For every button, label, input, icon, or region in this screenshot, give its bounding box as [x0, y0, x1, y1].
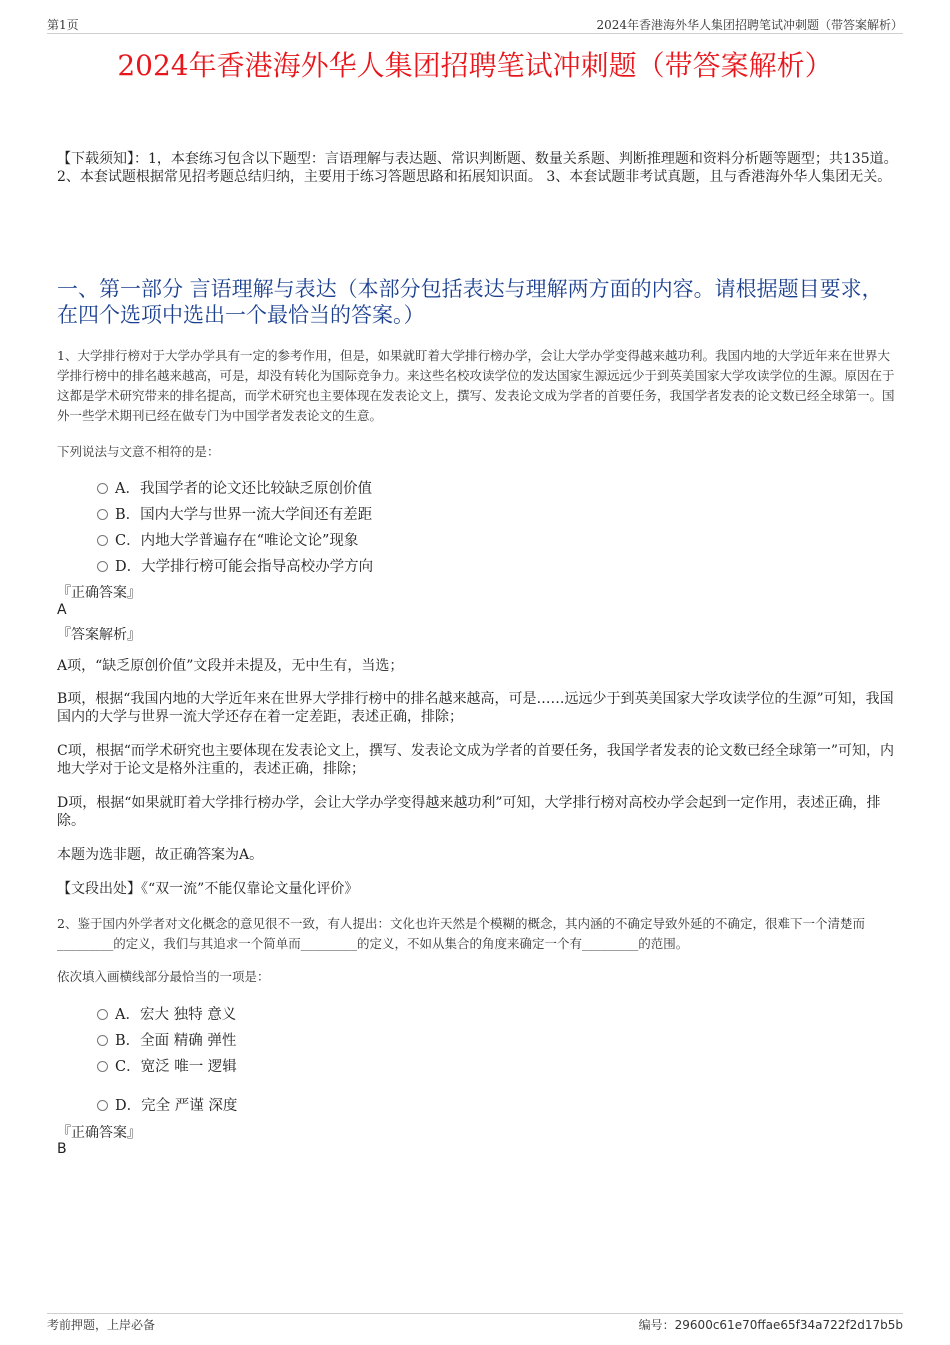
option-label: B．国内大学与世界一流大学间还有差距	[115, 507, 373, 523]
question-1-conclusion: 本题为选非题，故正确答案为A。	[57, 847, 264, 863]
question-2-answer-label: 『正确答案』	[57, 1125, 141, 1141]
question-1-source: 【文段出处】《“双一流”不能仅靠论文量化评价》	[57, 881, 359, 897]
question-1-answer-label: 『正确答案』	[57, 585, 141, 601]
radio-icon[interactable]	[97, 1035, 108, 1046]
question-1-analysis-c: C项，根据“而学术研究也主要体现在发表论文上，撰写、发表论文成为学者的首要任务，我国学者发表的论文数已经全球第一”可知，内地大学对于论文是格外注重的，表述正确，排除；	[57, 743, 895, 777]
page-number: 第1页	[47, 18, 79, 32]
radio-icon[interactable]	[97, 535, 108, 546]
footer-code-value: 29600c61e70ffae65f34a722f2d17b5b	[674, 1318, 903, 1332]
option-label: A．我国学者的论文还比较缺乏原创价值	[115, 481, 372, 497]
option-label: D．大学排行榜可能会指导高校办学方向	[115, 559, 374, 575]
radio-icon[interactable]	[97, 1009, 108, 1020]
question-1-analysis-d: D项，根据“如果就盯着大学排行榜办学，会让大学办学变得越来越功利”可知，大学排行榜对高校办学会起到一定作用，表述正确，排除。	[57, 795, 881, 829]
question-1-option-d[interactable]	[97, 555, 373, 576]
question-1-text: 1、大学排行榜对于大学办学具有一定的参考作用，但是，如果就盯着大学排行榜办学，会让大学办学变得越来越功利。我国内地的大学近年来在世界大学排行榜中的排名越来越高，可是，却没有转化为国际竞争力。来这些名校攻读学位的发达国家生源远远少于到英美国家大学攻读学位的生源。原因在于这都是学术研究带来的排名提高，而学术研究也主要体现在发表论文上，撰写、发表论文成为学者的首要任务，我国学者发表的论文数已经全球第一。国外一些学术期刊已经在做专门为中国学者发表论文的生意。	[57, 348, 895, 423]
section-heading: 一、第一部分 言语理解与表达（本部分包括表达与理解两方面的内容。请根据题目要求，在四个选项中选出一个最恰当的答案。）	[57, 277, 883, 327]
option-label: C．宽泛 唯一 逻辑	[115, 1059, 237, 1075]
option-label: A．宏大 独特 意义	[115, 1007, 237, 1023]
footer-code	[639, 1316, 903, 1333]
option-label: C．内地大学普遍存在“唯论文论”现象	[115, 533, 359, 549]
question-2-option-c[interactable]	[97, 1055, 237, 1076]
question-2-text: 2、鉴于国内外学者对文化概念的意见很不一致，有人提出：文化也许天然是个模糊的概念，其内涵的不确定导致外延的不确定，很难下一个清楚而_________的定义，我们与其追求一个简单而_________的定义，不如从集合的角度来确定一个有_________的范围。	[57, 916, 865, 951]
page-footer	[47, 1313, 903, 1334]
question-1-analysis-b: B项，根据“我国内地的大学近年来在世界大学排行榜中的排名越来越高，可是……远远少于到英美国家大学攻读学位的生源”可知，我国国内的大学与世界一流大学还存在着一定差距，表述正确，排除；	[57, 691, 894, 725]
header-doc-title: 2024年香港海外华人集团招聘笔试冲刺题（带答案解析）	[596, 18, 903, 32]
question-2-option-d[interactable]	[97, 1094, 237, 1115]
option-label: D．完全 严谨 深度	[115, 1098, 238, 1114]
radio-icon[interactable]	[97, 483, 108, 494]
radio-icon[interactable]	[97, 561, 108, 572]
question-1-option-b[interactable]	[97, 503, 372, 524]
radio-icon[interactable]	[97, 509, 108, 520]
radio-icon[interactable]	[97, 1061, 108, 1072]
question-2-option-a[interactable]	[97, 1003, 236, 1024]
question-1-option-c[interactable]	[97, 529, 358, 550]
footer-code-label: 编号：	[638, 1318, 675, 1332]
question-1-option-a[interactable]	[97, 477, 372, 498]
page-header	[47, 16, 903, 34]
footer-slogan: 考前押题，上岸必备	[47, 1318, 156, 1332]
question-1-prompt: 下列说法与文意不相符的是：	[57, 444, 220, 459]
download-notice: 【下载须知】：1，本套练习包含以下题型：言语理解与表达题、常识判断题、数量关系题、判断推理题和资料分析题等题型；共135道。 2、本套试题根据常见招考题总结归纳，主要用于练习答题思路和拓展知识面。 3、本套试题非考试真题，且与香港海外华人集团无关。	[57, 151, 898, 185]
question-1-answer: A	[57, 602, 67, 618]
question-2-answer: B	[57, 1141, 67, 1157]
radio-icon[interactable]	[97, 1100, 108, 1111]
option-label: B．全面 精确 弹性	[115, 1033, 237, 1049]
question-1-analysis-label: 『答案解析』	[57, 627, 141, 643]
question-2-prompt: 依次填入画横线部分最恰当的一项是：	[57, 969, 270, 984]
question-1-analysis-a: A项，“缺乏原创价值”文段并未提及，无中生有，当选；	[57, 658, 404, 674]
question-2-option-b[interactable]	[97, 1029, 236, 1050]
document-title: 2024年香港海外华人集团招聘笔试冲刺题（带答案解析）	[117, 49, 833, 82]
